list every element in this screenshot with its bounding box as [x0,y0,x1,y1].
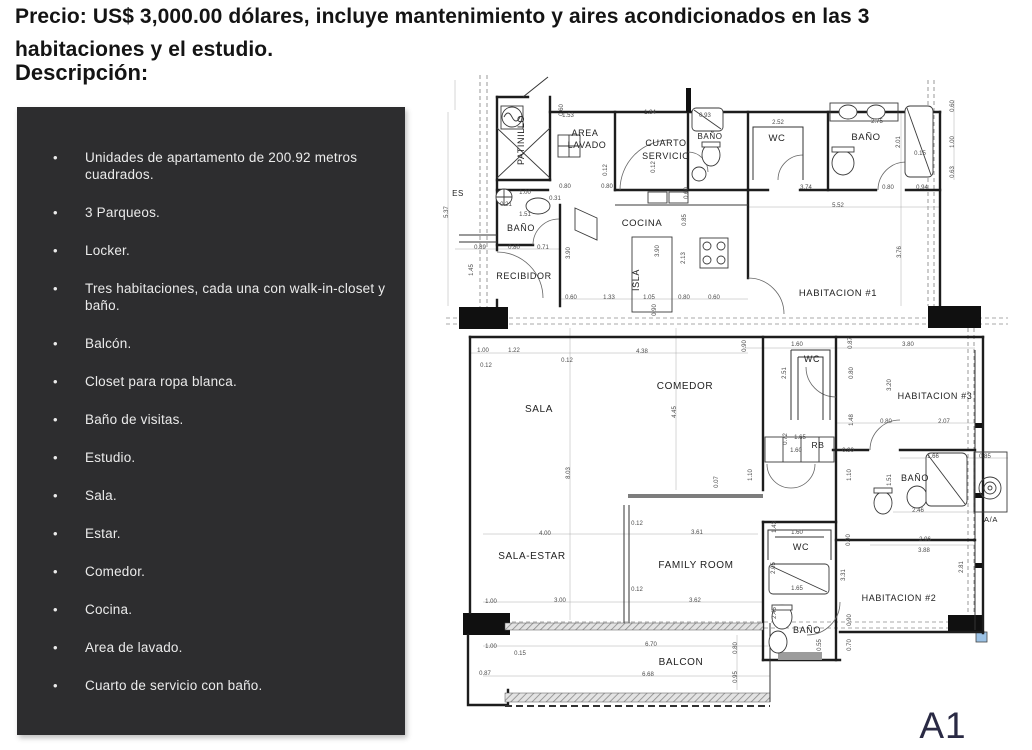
toilet-icon [874,492,892,514]
description-heading: Descripción: [15,60,149,85]
dim-label: 1.65 [791,586,803,592]
dim-label: 1.51 [887,474,893,486]
dim-label: 0.80 [849,367,855,379]
feature-item: • Balcón. [17,335,387,352]
dim-label: 0.90 [652,304,658,316]
room-label: RECIBIDOR [496,271,552,281]
feature-item: • Comedor. [17,563,387,580]
dim-label: 0.60 [565,295,577,301]
room-label: AREA [571,128,599,138]
dim-label: 1.60 [790,448,802,454]
dim-label: 1.66 [927,454,939,460]
dim-label: 0.12 [631,521,643,527]
room-label: BAÑO [901,473,929,483]
dim-label: 1.48 [849,414,855,426]
dim-label: 1.43 [772,521,778,533]
dim-label: 0.72 [783,433,789,445]
dim-label: 1.60 [791,530,803,536]
sheet-label: A1 [919,705,967,746]
dim-label: 0.60 [684,187,690,199]
dim-label: 2.81 [959,561,965,573]
fixtures [496,103,1007,653]
sink-icon [769,631,787,653]
dim-label: 0.12 [651,161,657,173]
feature-item: • Estudio. [17,449,387,466]
feature-item: • Area de lavado. [17,639,387,656]
dim-label: 1.45 [469,264,475,276]
dim-label: 0.15 [914,151,926,157]
dim-label: 1.53 [562,113,574,119]
feature-item: • Baño de visitas. [17,411,387,428]
dim-label: 1.33 [603,295,615,301]
room-label: A/A [984,515,998,524]
dim-label: 3.00 [554,598,566,604]
price-title: Precio: US$ 3,000.00 dólares, incluye mantenimiento y aires acondicionados en las 3 habitaciones y el estudio. [15,5,870,61]
room-label: PATINILLO [516,114,526,166]
dim-label: 1.65 [794,435,806,441]
room-label: BALCON [658,657,704,668]
dim-label: 0.87 [479,671,491,677]
dim-label: 3.62 [689,598,701,604]
room-label: FAMILY ROOM [658,560,734,571]
dim-label: 1.84 [644,110,656,116]
dim-label: 3.74 [800,185,812,191]
dim-label: 3.76 [897,246,903,258]
room-labels [452,115,998,668]
room-label: COMEDOR [656,381,714,392]
room-label: WC [792,542,810,552]
dim-label: 0.12 [480,363,492,369]
dim-label: 2.46 [912,508,924,514]
room-label: ISLA [631,269,641,291]
dim-label: 2.45 [772,607,778,619]
dim-label: 5.52 [832,203,844,209]
pantry-cabinet [575,208,597,240]
dim-label: 0.90 [847,614,853,626]
dim-label: 0.93 [699,113,711,119]
dim-label: 2.96 [919,537,931,543]
dim-label: 4.45 [672,406,678,418]
feature-item: • Cuarto de servicio con baño. [17,677,387,694]
toilet-icon [832,151,854,175]
dim-label: 0.55 [817,639,823,651]
dim-label: 0.15 [514,651,526,657]
dim-label: 0.60 [559,104,565,116]
dim-label: 0.89 [474,245,486,251]
dim-label: 0.80 [678,295,690,301]
features-panel [17,107,405,735]
dim-label: 6.70 [645,642,657,648]
room-label: HABITACION #1 [798,288,878,299]
dim-label: 0.80 [508,245,520,251]
room-label: SALA-ESTAR [498,551,566,562]
floor-plan-svg [438,60,1016,748]
dim-label: 3.90 [566,247,572,259]
dim-label: 0.80 [880,419,892,425]
dim-label: 1.60 [791,342,803,348]
floor-plan [438,60,1016,748]
corner-marker [976,632,987,642]
dim-label: 1.05 [643,295,655,301]
dim-label: 0.90 [742,340,748,352]
dim-label: 2.05 [771,562,777,574]
dim-label: 5.37 [444,206,450,218]
dim-label: 0.94 [916,185,928,191]
dim-label: 0.80 [559,184,571,190]
dim-label: 0.90 [846,534,852,546]
dim-label: 0.85 [682,214,688,226]
dim-label: 1.00 [519,190,531,196]
room-label: BAÑO [697,132,723,141]
room-label: HABITACION #3 [897,391,973,401]
feature-item: • Tres habitaciones, cada una con walk-in-closet y baño. [17,280,387,314]
dim-label: 8.03 [566,467,572,479]
dim-label: 0.31 [549,196,561,202]
dim-label: 0.80 [733,642,739,654]
dim-label: 2.51 [782,367,788,379]
dim-label: 0.80 [601,184,613,190]
dim-label: 0.07 [714,476,720,488]
room-label: ES [452,189,464,198]
dim-label: 1.51 [519,212,531,218]
room-label: BAÑO [793,625,821,635]
room-label: COCINA [621,218,663,229]
dim-label: 0.63 [950,166,956,178]
room-label: SALA [525,404,553,415]
dim-label: 0.70 [847,639,853,651]
room-label: WC [803,354,821,364]
feature-item: • Sala. [17,487,387,504]
dim-label: 4.38 [636,349,648,355]
dim-label: 1.00 [950,136,956,148]
room-label: HABITACION #2 [861,593,937,603]
room-label: BAÑO [851,132,881,143]
dim-label: 2.01 [896,136,902,148]
feature-item: • Cocina. [17,601,387,618]
dim-label: 0.71 [537,245,549,251]
dim-label: 0.12 [561,358,573,364]
dim-label: 3.61 [691,530,703,536]
feature-item: • Locker. [17,242,387,259]
room-label: CUARTO [645,138,687,148]
dim-label: 0.12 [603,164,609,176]
room-label: WC [768,133,786,144]
dim-label: 0.95 [733,671,739,683]
room-label: SERVICIO [642,151,690,161]
feature-item: • 3 Parqueos. [17,204,387,221]
dim-label: 2.75 [871,119,883,125]
dim-label: 0.85 [979,454,991,460]
dim-label: 1.00 [485,599,497,605]
dim-label: 1.10 [748,469,754,481]
dim-label: 3.31 [841,569,847,581]
dim-label: 3.80 [902,342,914,348]
sink-icon [867,105,885,119]
dim-label: 0.60 [950,100,956,112]
feature-item: • Estar. [17,525,387,542]
dim-label: 3.88 [918,548,930,554]
dim-label: 4.00 [539,531,551,537]
dim-label: 0.21 [500,202,512,208]
dim-label: 0.60 [708,295,720,301]
room-label: LAVADO [567,140,607,150]
dim-label: 2.07 [938,419,950,425]
features-list [17,107,405,694]
dim-label: 3.20 [887,379,893,391]
dim-label: 3.90 [655,245,661,257]
dim-label: 0.90 [842,448,854,454]
dim-label: 1.00 [485,644,497,650]
dim-label: 6.68 [642,672,654,678]
dim-label: 0.12 [631,587,643,593]
room-label: RB [811,440,825,450]
dim-label: 2.13 [681,252,687,264]
dim-label: 1.22 [508,348,520,354]
dim-label: 0.80 [882,185,894,191]
stove-icon [700,238,728,268]
dim-label: 0.87 [848,337,854,349]
room-label: BAÑO [507,223,535,233]
dim-label: 2.52 [772,120,784,126]
dim-label: 1.00 [477,348,489,354]
kitchen-sink-icon [648,192,667,203]
sink-icon [692,167,706,181]
sink-icon [839,105,857,119]
sink-icon [907,486,927,508]
dim-label: 1.10 [847,469,853,481]
feature-item: • Closet para ropa blanca. [17,373,387,390]
feature-item: • Unidades de apartamento de 200.92 metros cuadrados. [17,149,387,183]
